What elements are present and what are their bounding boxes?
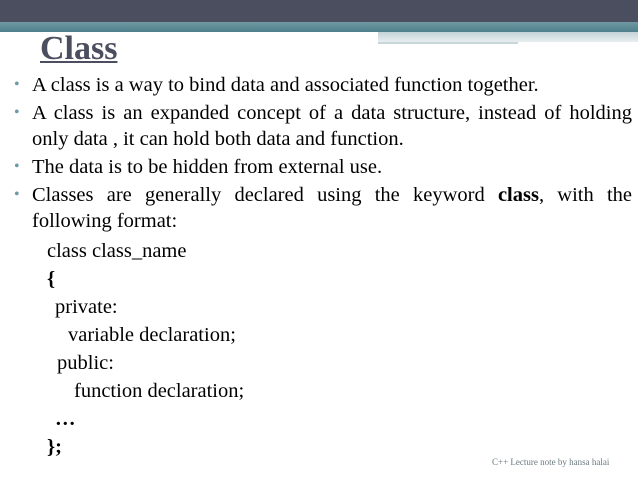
code-class-line: class class_name	[47, 240, 187, 262]
bullet-text: The data is to be hidden from external use.	[32, 156, 383, 178]
bullet-text-post: , with the following format:	[32, 184, 632, 232]
bullet-item	[12, 182, 632, 234]
bullet-text-pre: Classes are generally declared using the keyword	[32, 184, 498, 206]
bullet-dot-icon: •	[14, 104, 20, 121]
code-function-declaration: function declaration;	[74, 380, 245, 402]
bullet-item	[12, 100, 632, 152]
top-banner-strip	[378, 32, 638, 42]
code-ellipsis: …	[55, 408, 76, 430]
slide-title: Class	[40, 30, 118, 67]
code-private-label: private:	[55, 296, 118, 318]
footer-note: C++ Lecture note by hansa halai	[492, 457, 610, 467]
bullet-dot-icon: •	[14, 76, 20, 93]
code-public-label: public:	[57, 352, 114, 374]
bullet-dot-icon: •	[14, 186, 20, 203]
bullet-dot-icon: •	[14, 158, 20, 175]
code-open-brace: {	[47, 268, 56, 290]
top-banner-dark	[0, 0, 638, 22]
keyword-class: class	[497, 184, 539, 206]
top-banner-line	[378, 42, 518, 44]
bullet-item	[12, 72, 632, 98]
code-variable-declaration: variable declaration;	[68, 324, 236, 346]
slide-body	[12, 72, 632, 236]
bullet-text: A class is an expanded concept of a data structure, instead of holding only data , it can hold both data and function.	[32, 102, 632, 150]
bullet-item	[12, 154, 632, 180]
code-close-brace: };	[47, 436, 62, 458]
bullet-text: A class is a way to bind data and associated function together.	[32, 74, 539, 96]
